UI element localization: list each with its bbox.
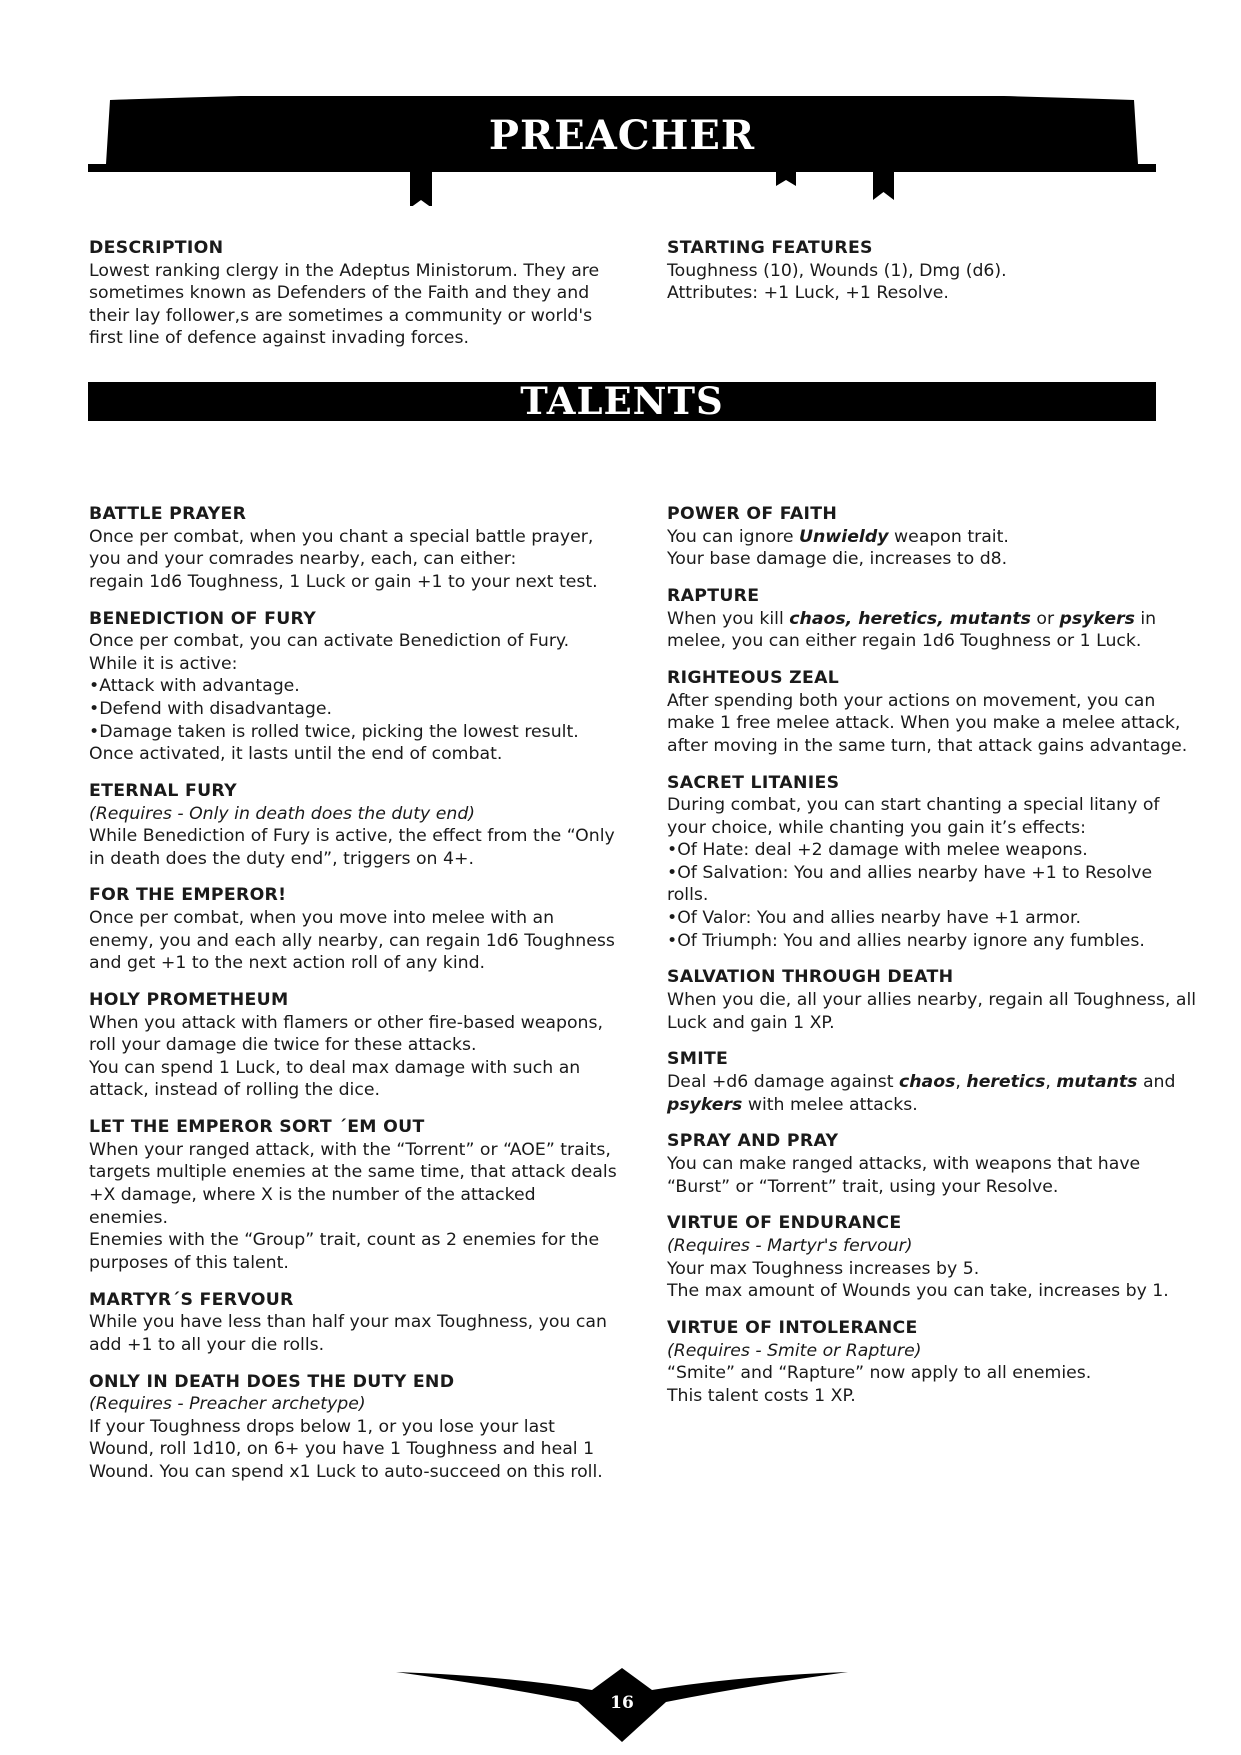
talent-text: “Smite” and “Rapture” now apply to all enemies.: [667, 1363, 1092, 1384]
keyword-unwieldy: Unwieldy: [798, 526, 889, 547]
talent-text: enemy, you and each ally nearby, can regain 1d6 Toughness: [89, 930, 615, 951]
talent-requirement: (Requires - Smite or Rapture): [667, 1340, 922, 1361]
talents-left-column: [89, 503, 619, 1498]
starting-features-line: Attributes: +1 Luck, +1 Resolve.: [667, 283, 949, 304]
talent-text: Luck and gain 1 XP.: [667, 1012, 835, 1033]
talent-benediction-of-fury: [89, 608, 619, 766]
talent-salvation-through-death: [667, 966, 1197, 1034]
talent-name: VIRTUE OF INTOLERANCE: [667, 1317, 918, 1338]
talent-power-of-faith: [667, 503, 1197, 571]
description-line: their lay follower,s are sometimes a community or world's: [89, 305, 593, 326]
talent-name: RAPTURE: [667, 585, 760, 606]
description-line: Lowest ranking clergy in the Adeptus Ministorum. They are: [89, 260, 600, 281]
talent-eternal-fury: [89, 780, 619, 870]
talents-right-column: [667, 503, 1197, 1421]
page-number: 16: [610, 1693, 634, 1713]
talents-title: TALENTS: [520, 379, 724, 423]
keyword-heretics: heretics: [966, 1072, 1046, 1092]
talent-name: SACRET LITANIES: [667, 772, 840, 793]
talent-name: SMITE: [667, 1049, 729, 1070]
talent-holy-promethеum: [89, 989, 619, 1102]
talent-text: after moving in the same turn, that attack gains advantage.: [667, 735, 1188, 756]
talent-text-part: or: [1030, 608, 1060, 629]
talent-virtue-of-endurance: [667, 1212, 1197, 1302]
talent-name: HOLY PROMETHEUM: [89, 990, 289, 1011]
talent-text: •Of Hate: deal +2 damage with melee weapons.: [667, 840, 1088, 861]
talent-name: SPRAY AND PRAY: [667, 1131, 839, 1152]
talent-text: attack, instead of rolling the dice.: [89, 1080, 380, 1101]
talent-smite: [667, 1048, 1197, 1116]
talent-text: Once activated, it lasts until the end of combat.: [89, 744, 503, 765]
talent-text: Once per combat, when you move into melee with an: [89, 908, 555, 929]
talent-martyrs-fervour: [89, 1289, 619, 1357]
talent-text: When you die, all your allies nearby, regain all Toughness, all: [667, 990, 1197, 1011]
talent-requirement: (Requires - Preacher archetype): [89, 1394, 366, 1415]
talent-text-part: with melee attacks.: [742, 1094, 918, 1115]
talent-text: While it is active:: [89, 653, 238, 674]
talent-text-part: weapon trait.: [888, 526, 1009, 547]
talent-name: MARTYR´S FERVOUR: [89, 1289, 294, 1310]
talent-text: Wound. You can spend x1 Luck to auto-succeed on this roll.: [89, 1461, 603, 1482]
talent-name: ONLY IN DEATH DOES THE DUTY END: [89, 1371, 455, 1392]
talent-text: Once per combat, you can activate Benediction of Fury.: [89, 631, 570, 652]
talent-text: Once per combat, when you chant a special battle prayer,: [89, 526, 594, 547]
talent-text-part: in: [1134, 608, 1157, 629]
talent-text: Wound, roll 1d10, on 6+ you have 1 Toughness and heal 1: [89, 1439, 595, 1460]
talent-text: While you have less than half your max Toughness, you can: [89, 1312, 607, 1333]
talent-text: you and your comrades nearby, each, can either:: [89, 549, 517, 570]
talent-text: You can make ranged attacks, with weapons that have: [667, 1153, 1141, 1174]
talent-text-part: You can ignore: [667, 526, 799, 547]
page-footer: [396, 1668, 848, 1744]
description-line: sometimes known as Defenders of the Faith and they and: [89, 283, 590, 304]
talent-name: BATTLE PRAYER: [89, 504, 247, 524]
talent-text: add +1 to all your die rolls.: [89, 1334, 325, 1355]
talent-name: LET THE EMPEROR SORT ´EM OUT: [89, 1117, 425, 1138]
talent-text-part: and: [1137, 1072, 1176, 1092]
talent-text: +X damage, where X is the number of the attacked enemies.: [89, 1184, 536, 1228]
talent-name: POWER OF FAITH: [667, 504, 838, 524]
talent-text: your choice, while chanting you gain it’s effects:: [667, 817, 1086, 838]
talent-text: and get +1 to the next action roll of any kind.: [89, 953, 486, 974]
talent-name: ETERNAL FURY: [89, 780, 237, 801]
talent-text: After spending both your actions on movement, you can: [667, 690, 1156, 711]
talent-text: This talent costs 1 XP.: [667, 1385, 856, 1406]
talent-requirement: (Requires - Martyr's fervour): [667, 1235, 913, 1256]
talent-text-part: Deal +d6 damage against: [667, 1072, 900, 1092]
talent-requirement: (Requires - Only in death does the duty end): [89, 803, 476, 824]
talent-spray-and-pray: [667, 1130, 1197, 1198]
talent-text: Your max Toughness increases by 5.: [667, 1258, 980, 1279]
talent-text: [667, 1094, 1197, 1117]
talent-text: •Damage taken is rolled twice, picking the lowest result.: [89, 721, 579, 742]
page-title: PREACHER: [488, 112, 756, 159]
talent-text: melee, you can either regain 1d6 Toughness or 1 Luck.: [667, 631, 1142, 652]
talent-for-the-emperor: [89, 884, 619, 974]
talent-text-part: ,: [1045, 1072, 1057, 1092]
starting-features-section: [667, 237, 1197, 305]
talent-text: The max amount of Wounds you can take, increases by 1.: [667, 1281, 1169, 1302]
description-line: first line of defence against invading forces.: [89, 328, 469, 349]
talent-battle-prayer: [89, 503, 619, 593]
talent-text: purposes of this talent.: [89, 1252, 289, 1273]
talent-text: You can spend 1 Luck, to deal max damage with such an: [89, 1057, 581, 1078]
keyword-psykers: psykers: [667, 1094, 743, 1115]
talents-banner: [88, 379, 1156, 423]
talent-text: When your ranged attack, with the “Torrent” or “AOE” traits,: [89, 1139, 611, 1160]
talent-name: VIRTUE OF ENDURANCE: [667, 1213, 902, 1234]
talent-righteous-zeal: [667, 667, 1197, 757]
talent-text: •Defend with disadvantage.: [89, 698, 332, 719]
talent-text: •Attack with advantage.: [89, 676, 300, 697]
keyword-psykers: psykers: [1059, 608, 1135, 629]
talent-text: •Of Triumph: You and allies nearby ignore any fumbles.: [667, 930, 1145, 951]
talent-rapture: [667, 585, 1197, 653]
talent-virtue-of-intolerance: [667, 1317, 1197, 1407]
description-heading: DESCRIPTION: [89, 238, 224, 258]
description-section: [89, 237, 619, 350]
talent-text: During combat, you can start chanting a special litany of: [667, 795, 1160, 816]
talent-text: roll your damage die twice for these attacks.: [89, 1035, 477, 1056]
keyword-mutants: mutants: [1056, 1072, 1138, 1092]
talent-name: SALVATION THROUGH DEATH: [667, 967, 954, 988]
title-banner: [88, 96, 1156, 206]
talent-name: FOR THE EMPEROR!: [89, 885, 287, 906]
talent-name: RIGHTEOUS ZEAL: [667, 667, 840, 688]
talent-text-part: ,: [955, 1072, 967, 1092]
talent-text: targets multiple enemies at the same time, that attack deals: [89, 1162, 617, 1183]
talent-text: •Of Salvation: You and allies nearby have +1 to Resolve rolls.: [667, 862, 1153, 906]
talent-text: While Benediction of Fury is active, the effect from the “Only: [89, 826, 615, 847]
talent-text-part: When you kill: [667, 608, 790, 629]
talent-text: If your Toughness drops below 1, or you lose your last: [89, 1416, 555, 1437]
talent-text: •Of Valor: You and allies nearby have +1 armor.: [667, 908, 1081, 929]
talent-text: [667, 608, 1197, 631]
talent-text: regain 1d6 Toughness, 1 Luck or gain +1 to your next test.: [89, 571, 598, 592]
talent-text: When you attack with flamers or other fire-based weapons,: [89, 1012, 603, 1033]
keyword-chaos: chaos: [899, 1072, 956, 1092]
talent-let-the-emperor-sort-em-out: [89, 1116, 619, 1274]
starting-features-heading: STARTING FEATURES: [667, 238, 873, 258]
talent-text: Enemies with the “Group” trait, count as 2 enemies for the: [89, 1230, 600, 1251]
talent-name: BENEDICTION OF FURY: [89, 608, 317, 629]
starting-features-line: Toughness (10), Wounds (1), Dmg (d6).: [667, 260, 1007, 281]
talent-text: make 1 free melee attack. When you make a melee attack,: [667, 713, 1181, 734]
keyword-enemy-types: chaos, heretics, mutants: [789, 608, 1031, 629]
talent-text: [667, 526, 1197, 549]
talent-text: “Burst” or “Torrent” trait, using your Resolve.: [667, 1176, 1059, 1197]
talent-text: [667, 1071, 1197, 1094]
talent-text: Your base damage die, increases to d8.: [667, 549, 1008, 570]
talent-text: in death does the duty end”, triggers on 4+.: [89, 848, 474, 869]
talent-sacret-litanies: [667, 772, 1197, 953]
talent-only-in-death: [89, 1371, 619, 1484]
